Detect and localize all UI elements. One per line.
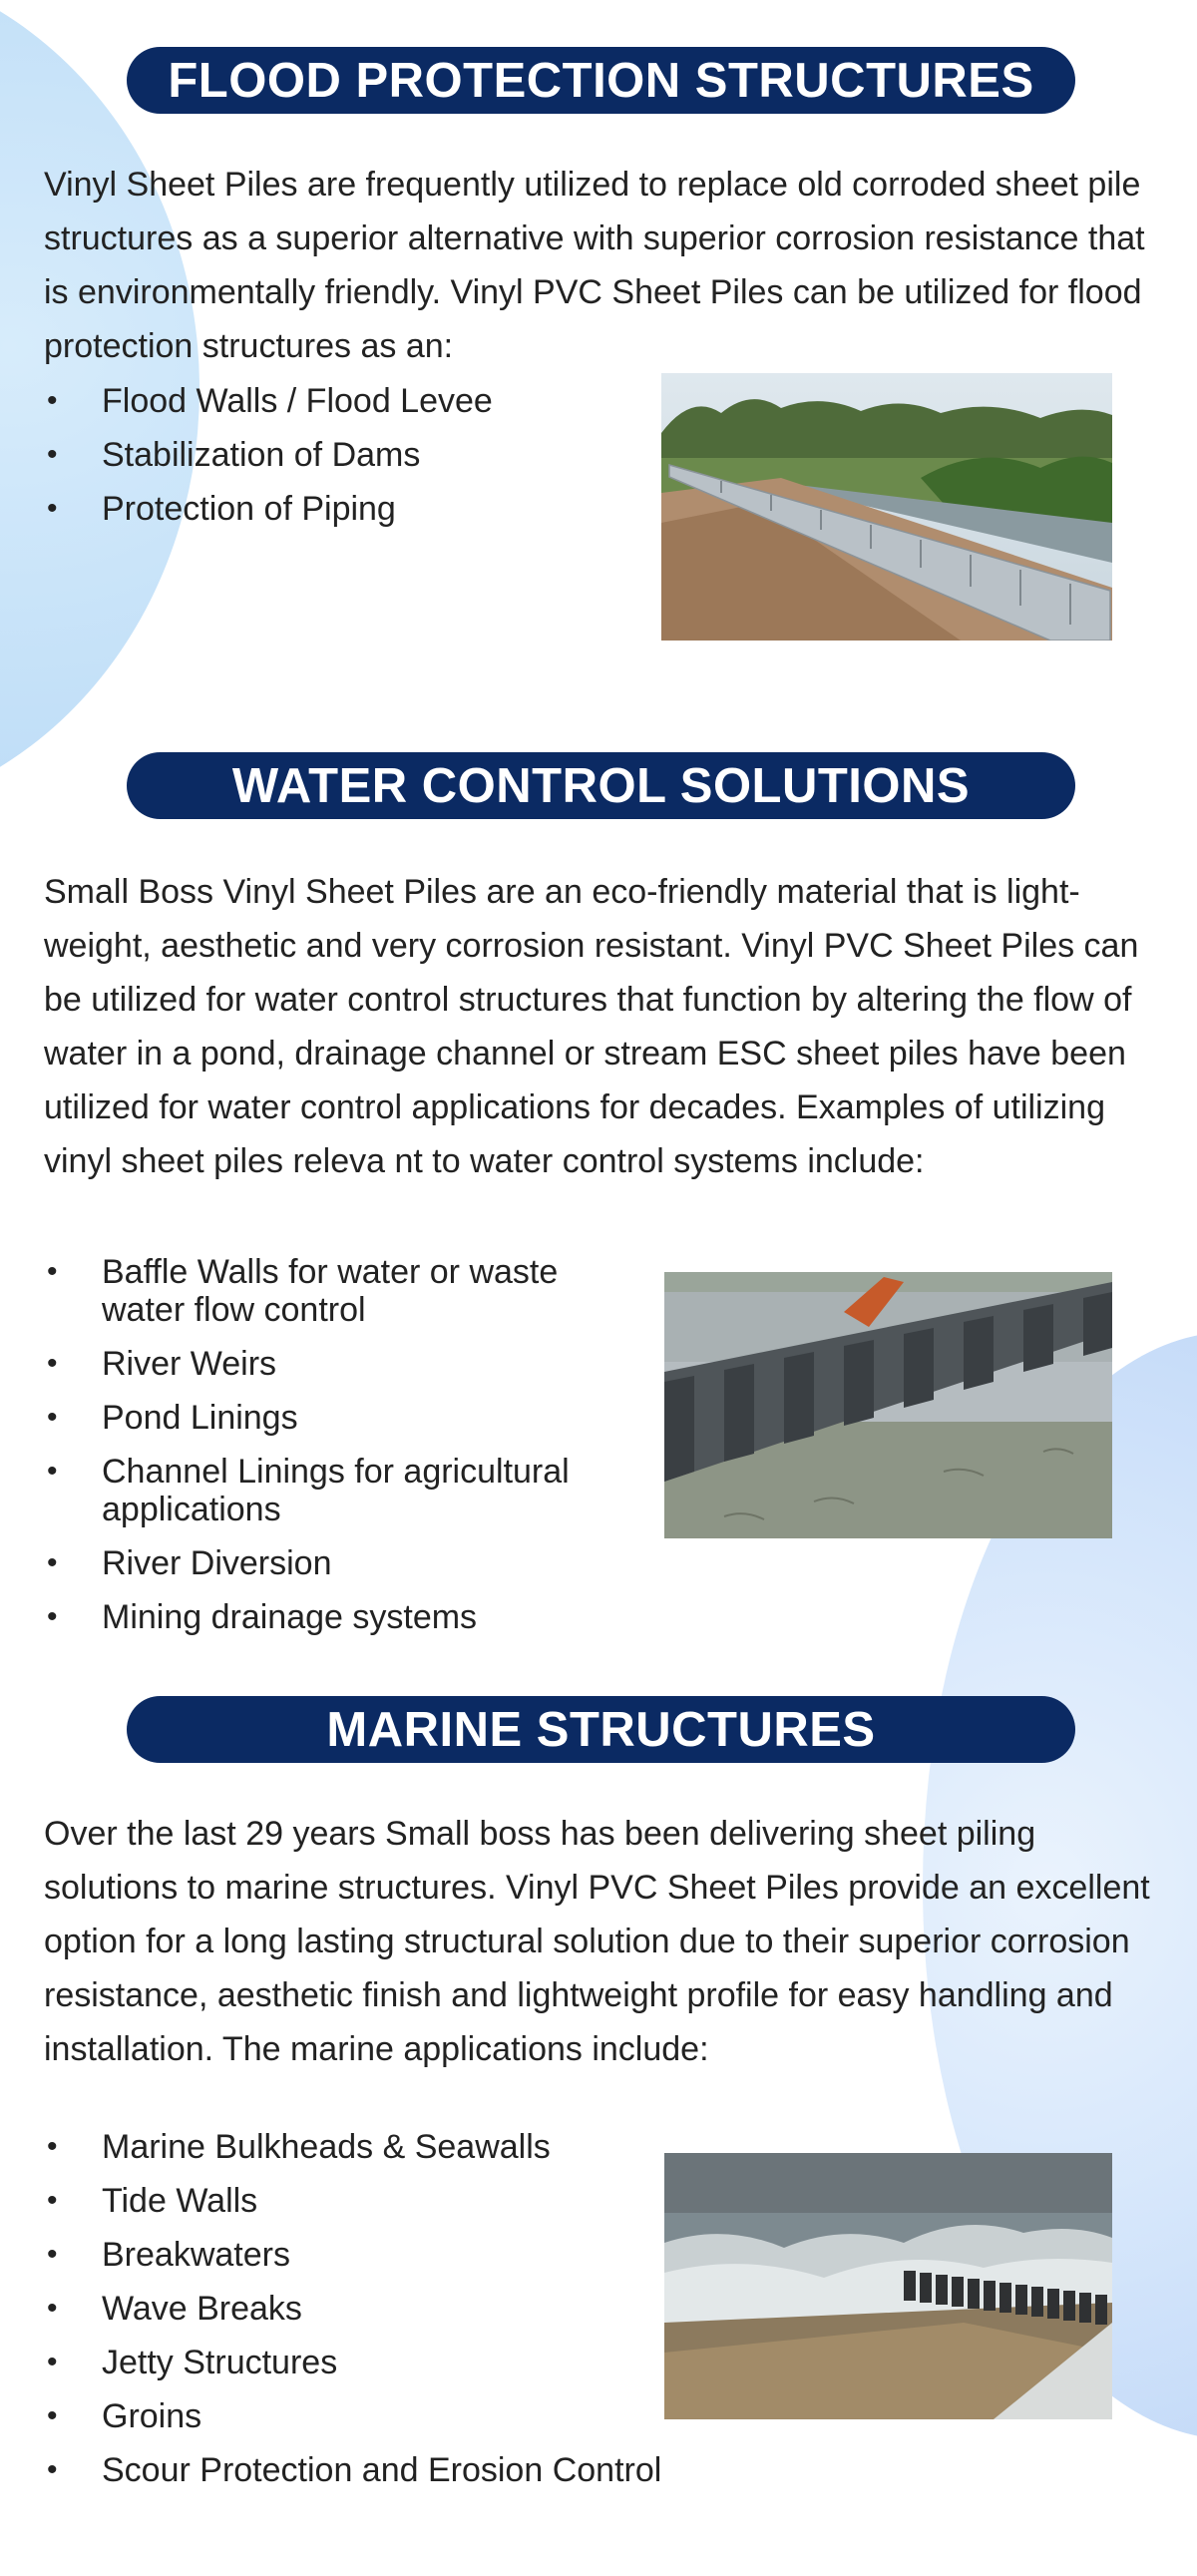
list-item: • Tide Walls [44,2182,742,2220]
section-marine [0,1636,1197,2576]
section-title-banner: WATER CONTROL SOLUTIONS [127,752,1075,819]
section-paragraph: Small Boss Vinyl Sheet Piles are an eco-friendly material that is light-weight, aesthetic and very corrosion resistant. Vinyl PVC Sheet Piles can be utilized for water control structures that function by altering the flow of water in a pond, drainage channel or stream ESC sheet piles have been utilized for water control applications for decades. Examples of utilizing vinyl sheet piles releva nt to water control systems include: [44,873,1139,1180]
list-item: • Groins [44,2397,742,2435]
flood-wall-photo [661,373,1112,641]
section-paragraph: Over the last 29 years Small boss has been delivering sheet piling solutions to marine structures. Vinyl PVC Sheet Piles provide an excellent option for a long lasting structural solution due to their superior corrosion resistance, aesthetic finish and lightweight profile for easy handling and installation. The marine applications include: [44,1815,1150,2068]
list-item: • Flood Walls / Flood Levee [44,382,642,420]
application-list [44,382,642,528]
list-item: • Channel Linings for agricultural applications [44,1453,642,1528]
seawall-waves-photo [664,2153,1112,2419]
list-item: • Mining drainage systems [44,1598,642,1636]
section-water-control [0,738,1197,1636]
list-item: • Baffle Walls for water or waste water flow control [44,1253,642,1329]
list-item: • River Diversion [44,1544,642,1582]
list-item: • Protection of Piping [44,490,642,528]
section-paragraph: Vinyl Sheet Piles are frequently utilized to replace old corroded sheet pile structures as a superior alternative with superior corrosion resistance that is environmentally friendly. Vinyl PVC Sheet Piles can be utilized for flood protection structures as an: [44,166,1145,365]
section-flood-protection [0,0,1197,758]
list-item: • Marine Bulkheads & Seawalls [44,2128,742,2166]
section-title-banner: FLOOD PROTECTION STRUCTURES [127,47,1075,114]
list-item: • Pond Linings [44,1399,642,1437]
list-item: • Scour Protection and Erosion Control [44,2451,742,2489]
list-item: • Jetty Structures [44,2344,742,2381]
baffle-wall-photo [664,1272,1112,1538]
application-list [44,1253,642,1636]
list-item: • Wave Breaks [44,2290,742,2328]
application-list [44,2128,742,2489]
list-item: • Stabilization of Dams [44,436,642,474]
section-title-banner: MARINE STRUCTURES [127,1696,1075,1763]
list-item: • River Weirs [44,1345,642,1383]
list-item: • Breakwaters [44,2236,742,2274]
